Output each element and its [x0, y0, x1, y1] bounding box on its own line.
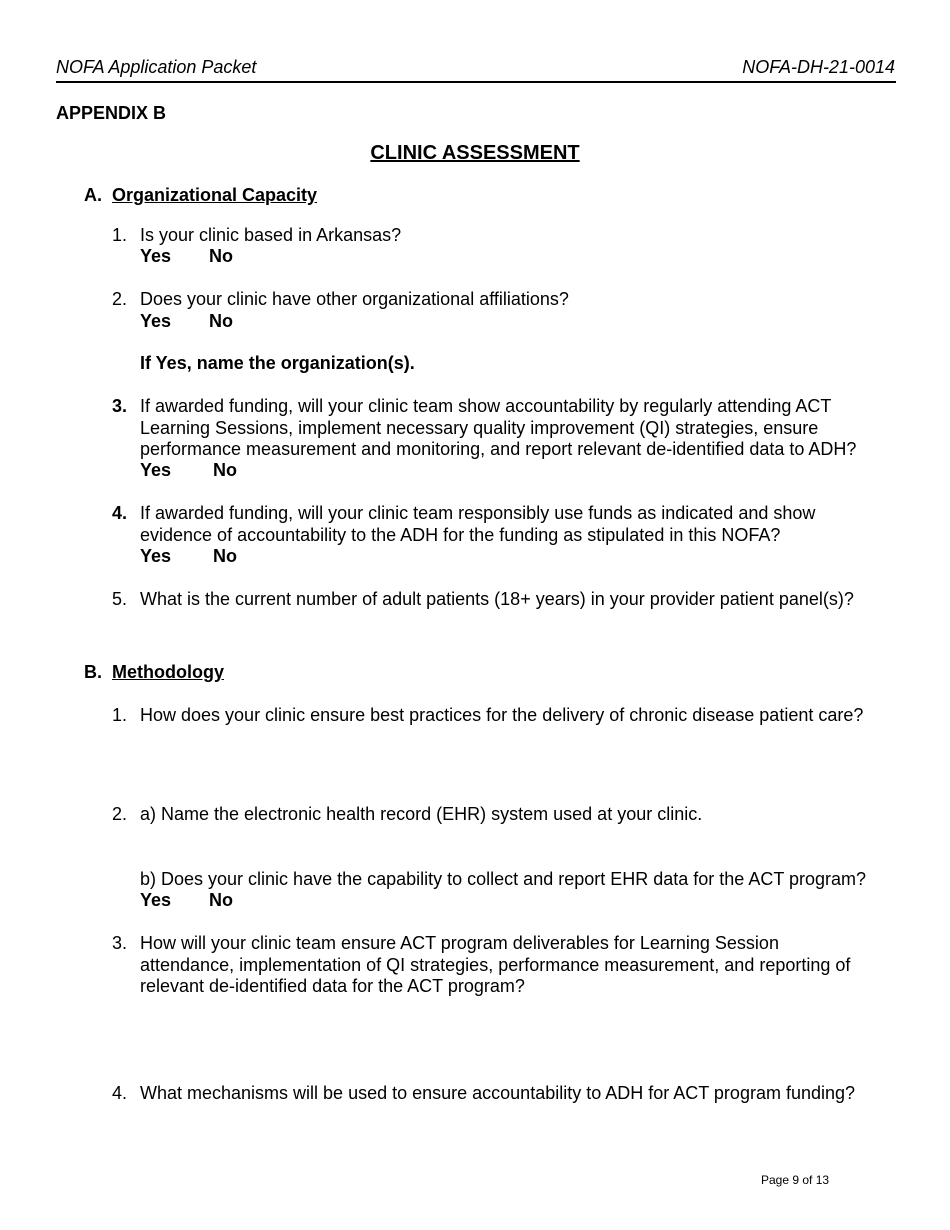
a-q5-text: What is the current number of adult patients (18+ years) in your provider patient panel(s)? [140, 589, 854, 609]
a-q3-line: Learning Sessions, implement necessary quality improvement (QI) strategies, ensure [140, 417, 819, 438]
b-q4-number: 4. [112, 1083, 128, 1103]
header-left: NOFA Application Packet [56, 57, 257, 77]
a-q2-options [140, 311, 271, 332]
b-q1-number: 1. [112, 705, 128, 725]
b-q1-text: How does your clinic ensure best practices for the delivery of chronic disease patient care? [140, 705, 864, 725]
section-a-heading: Organizational Capacity [112, 185, 318, 205]
a-q2-number: 2. [112, 289, 128, 309]
no-option: No [209, 890, 234, 910]
no-option: No [209, 311, 234, 331]
b-q3-text [140, 933, 850, 998]
b-q4-text: What mechanisms will be used to ensure accountability to ADH for ACT program funding? [140, 1083, 856, 1103]
section-a-letter: A. [84, 185, 102, 205]
b-q2a-text: a) Name the electronic health record (EHR) system used at your clinic. [140, 804, 703, 824]
a-q4-line: If awarded funding, will your clinic team responsibly use funds as indicated and show [140, 503, 816, 523]
b-q3-line: relevant de-identified data for the ACT program? [140, 976, 525, 996]
a-q1-number: 1. [112, 225, 128, 245]
a-q2-followup: If Yes, name the organization(s). [140, 353, 415, 373]
b-q2b-text: b) Does your clinic have the capability to collect and report EHR data for the ACT program? [140, 869, 867, 889]
appendix-label: APPENDIX B [56, 103, 167, 123]
a-q3-line: If awarded funding, will your clinic team show accountability by regularly attending ACT [140, 396, 832, 416]
b-q3-line: How will your clinic team ensure ACT program deliverables for Learning Session [140, 933, 779, 953]
b-q2-options [140, 890, 271, 911]
a-q1-options [140, 246, 271, 267]
header-right: NOFA-DH-21-0014 [742, 57, 895, 77]
page-number: Page 9 of 13 [761, 1173, 830, 1187]
page-title: CLINIC ASSESSMENT [370, 142, 580, 164]
no-option: No [209, 246, 234, 266]
a-q4-text [140, 503, 815, 546]
yes-option: Yes [140, 460, 172, 480]
b-q3-number: 3. [112, 933, 128, 953]
a-q3-line: performance measurement and monitoring, and report relevant de-identified data to ADH? [140, 439, 857, 459]
a-q4-options [140, 546, 275, 567]
yes-option: Yes [140, 311, 172, 331]
yes-option: Yes [140, 546, 172, 566]
header-rule [56, 81, 896, 83]
a-q5-number: 5. [112, 589, 128, 609]
a-q3-text [140, 396, 856, 461]
a-q1-text: Is your clinic based in Arkansas? [140, 225, 402, 245]
a-q4-number: 4. [112, 503, 128, 523]
no-option: No [213, 460, 238, 480]
a-q3-options [140, 460, 275, 481]
yes-option: Yes [140, 246, 172, 266]
section-b-letter: B. [84, 662, 102, 682]
yes-option: Yes [140, 890, 172, 910]
a-q2-text: Does your clinic have other organizational affiliations? [140, 289, 569, 309]
a-q3-number: 3. [112, 396, 128, 416]
b-q2-number: 2. [112, 804, 128, 824]
no-option: No [213, 546, 238, 566]
a-q4-line: evidence of accountability to the ADH for the funding as stipulated in this NOFA? [140, 524, 781, 545]
section-b-heading: Methodology [112, 662, 224, 682]
b-q3-line: attendance, implementation of QI strategies, performance measurement, and reporting of [140, 954, 851, 975]
